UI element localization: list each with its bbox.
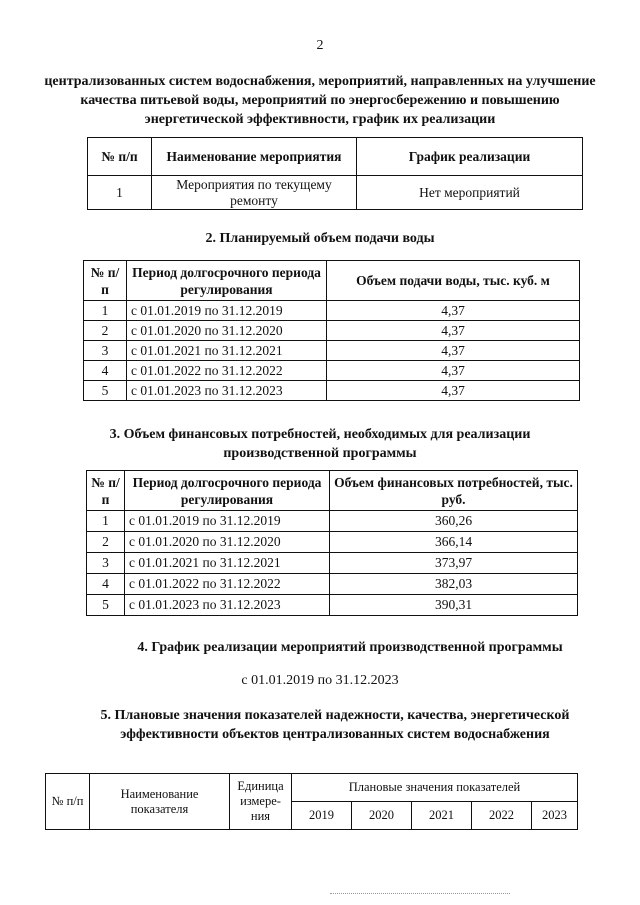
table-row xyxy=(84,301,580,321)
table-row xyxy=(87,511,578,532)
cell-amount: 366,14 xyxy=(330,532,578,553)
cell-num: 5 xyxy=(87,595,125,616)
header-schedule: График реализации xyxy=(357,138,583,176)
cell-volume: 4,37 xyxy=(327,301,580,321)
header-num: № п/п xyxy=(46,774,90,830)
header-period: Период долгосрочного периода регулирования xyxy=(127,261,327,301)
cell-num: 3 xyxy=(87,553,125,574)
header-num: № п/п xyxy=(84,261,127,301)
section-4-period: с 01.01.2019 по 31.12.2023 xyxy=(241,673,399,688)
cell-amount: 373,97 xyxy=(330,553,578,574)
table-row xyxy=(84,361,580,381)
table-row xyxy=(87,574,578,595)
header-year: 2023 xyxy=(532,802,578,830)
cell-num: 2 xyxy=(87,532,125,553)
cell-volume: 4,37 xyxy=(327,321,580,341)
cell-period: с 01.01.2023 по 31.12.2023 xyxy=(127,381,327,401)
section-5-title: 5. Плановые значения показателей надежности, качества, энергетической эффективности объектов централизованных систем водоснабжения xyxy=(100,708,570,742)
header-unit: Единица измере- ния xyxy=(230,774,292,830)
header-year: 2021 xyxy=(412,802,472,830)
cell-period: с 01.01.2020 по 31.12.2020 xyxy=(125,532,330,553)
section-2-title: 2. Планируемый объем подачи воды xyxy=(205,231,435,246)
table-row xyxy=(84,381,580,401)
header-period: Период долгосрочного периода регулирования xyxy=(125,471,330,511)
header-name: Наименование мероприятия xyxy=(152,138,357,176)
cell-period: с 01.01.2019 по 31.12.2019 xyxy=(125,511,330,532)
cell-amount: 360,26 xyxy=(330,511,578,532)
cell-amount: 390,31 xyxy=(330,595,578,616)
header-year: 2019 xyxy=(292,802,352,830)
cell-period: с 01.01.2019 по 31.12.2019 xyxy=(127,301,327,321)
page-number: 2 xyxy=(316,38,324,53)
indicators-table xyxy=(45,773,578,830)
table-header-row xyxy=(88,138,583,176)
cell-num: 1 xyxy=(88,176,152,210)
cell-period: с 01.01.2022 по 31.12.2022 xyxy=(125,574,330,595)
table-row xyxy=(84,321,580,341)
cell-num: 1 xyxy=(87,511,125,532)
cell-schedule: Нет мероприятий xyxy=(357,176,583,210)
header-indicator-name: Наименование показателя xyxy=(90,774,230,830)
header-financial: Объем финансовых потребностей, тыс. руб. xyxy=(330,471,578,511)
cell-num: 5 xyxy=(84,381,127,401)
cell-num: 3 xyxy=(84,341,127,361)
header-year: 2022 xyxy=(472,802,532,830)
cell-period: с 01.01.2021 по 31.12.2021 xyxy=(125,553,330,574)
cell-num: 4 xyxy=(87,574,125,595)
header-planned-values: Плановые значения показателей xyxy=(292,774,578,802)
header-num: № п/п xyxy=(87,471,125,511)
cell-amount: 382,03 xyxy=(330,574,578,595)
header-num: № п/п xyxy=(88,138,152,176)
cell-volume: 4,37 xyxy=(327,381,580,401)
section-4-title: 4. График реализации мероприятий производственной программы xyxy=(137,640,563,655)
cell-period: с 01.01.2021 по 31.12.2021 xyxy=(127,341,327,361)
table-row xyxy=(87,553,578,574)
table-header-row xyxy=(87,471,578,511)
cell-volume: 4,37 xyxy=(327,341,580,361)
water-volume-table xyxy=(83,260,580,401)
table-row xyxy=(87,532,578,553)
cell-name: Мероприятия по текущему ремонту xyxy=(152,176,357,210)
financial-needs-table xyxy=(86,470,578,616)
header-year: 2020 xyxy=(352,802,412,830)
cell-period: с 01.01.2020 по 31.12.2020 xyxy=(127,321,327,341)
section-3-title: 3. Объем финансовых потребностей, необходимых для реализации производственной программы xyxy=(109,427,531,461)
table-row xyxy=(87,595,578,616)
table-row xyxy=(88,176,583,210)
header-volume: Объем подачи воды, тыс. куб. м xyxy=(327,261,580,301)
cell-num: 2 xyxy=(84,321,127,341)
cell-num: 4 xyxy=(84,361,127,381)
table-row xyxy=(84,341,580,361)
cell-period: с 01.01.2022 по 31.12.2022 xyxy=(127,361,327,381)
intro-heading: централизованных систем водоснабжения, мероприятий, направленных на улучшение качества питьевой воды, мероприятий по энергосбережению и повышению энергетической эффективности, график их реализации xyxy=(44,74,596,127)
measures-table xyxy=(87,137,583,210)
scan-artifact-line xyxy=(330,893,510,894)
cell-volume: 4,37 xyxy=(327,361,580,381)
table-header-row xyxy=(84,261,580,301)
table-header-row xyxy=(46,774,578,802)
cell-period: с 01.01.2023 по 31.12.2023 xyxy=(125,595,330,616)
cell-num: 1 xyxy=(84,301,127,321)
